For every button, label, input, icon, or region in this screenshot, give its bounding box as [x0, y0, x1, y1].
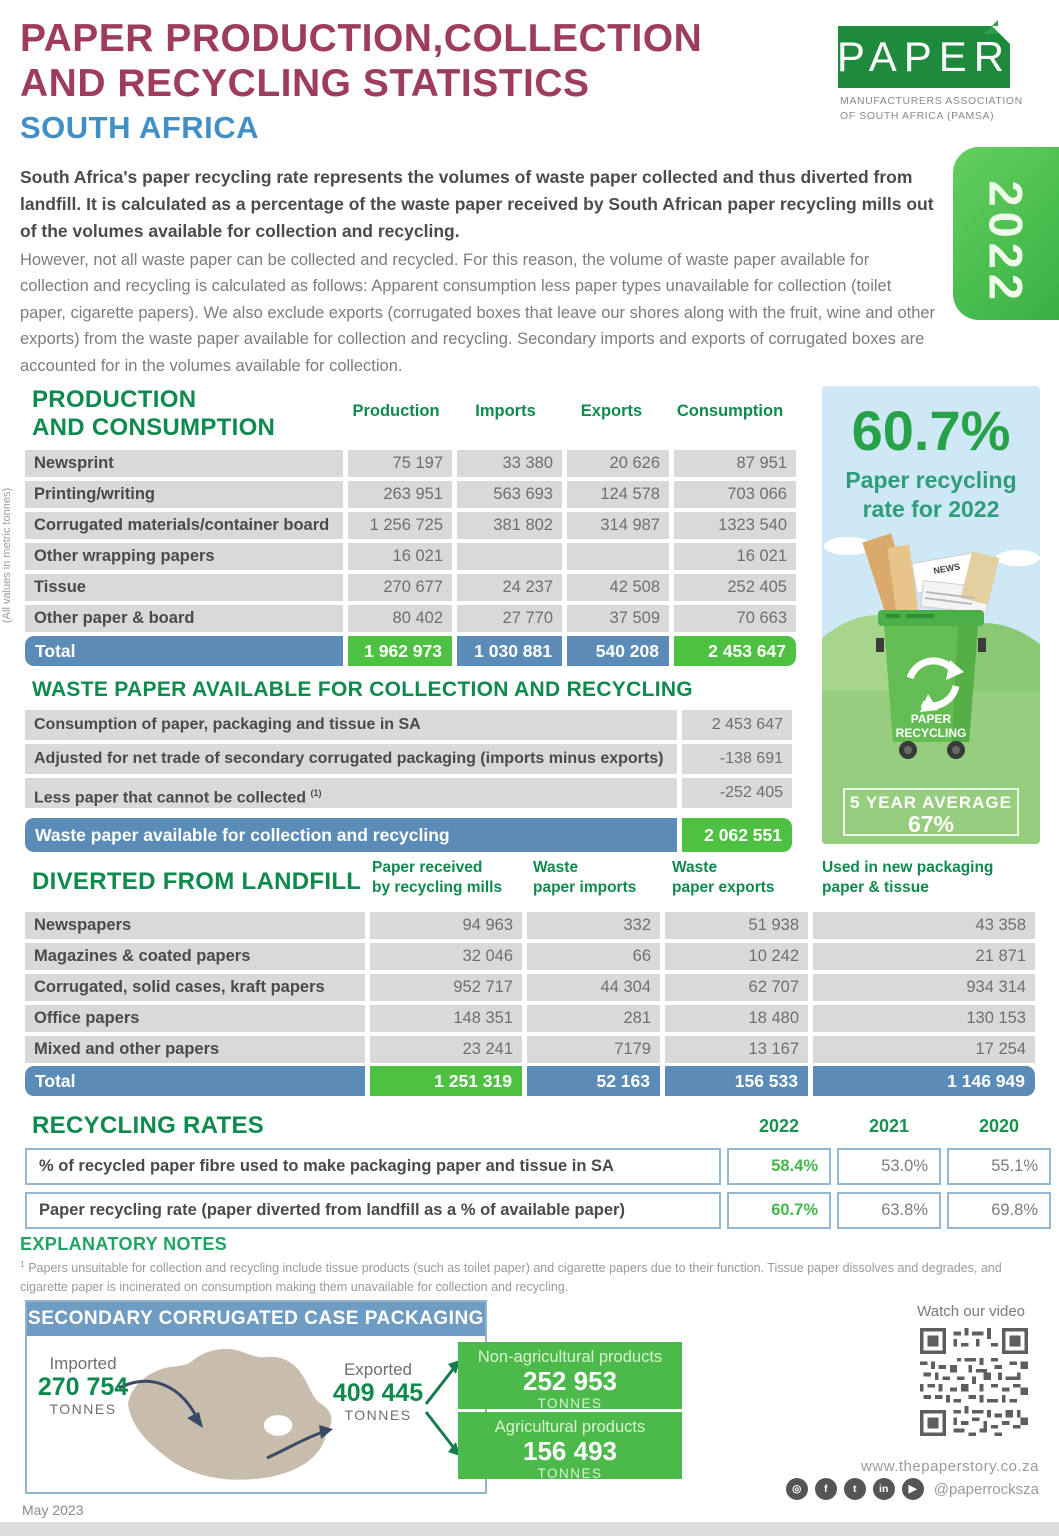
exported-value: 409 445	[332, 1378, 424, 1407]
table-row-label: Newspapers	[25, 912, 365, 939]
table-row-label: Other wrapping papers	[25, 543, 343, 570]
col-header-used-new	[822, 858, 993, 898]
year-badge	[953, 147, 1059, 320]
twitter-icon[interactable]: t	[844, 1478, 866, 1500]
page-title-line1: PAPER PRODUCTION,COLLECTION	[20, 17, 703, 60]
non-agricultural-box	[458, 1342, 682, 1409]
agricultural-label: Agricultural products	[494, 1418, 646, 1436]
intro-body-paragraph: However, not all waste paper can be collected and recycled. For this reason, the volume of waste paper available for collection and recycling is calculated as follows: Apparent consumption less paper types unavailable for collection (toilet paper, cigarette papers). We also exclude exports (corrugated boxes that leave our shores along with the fruit, wine and other exports) from the waste paper available for collection and recycling. Secondary imports and exports of corrugated boxes are accounted for in the volumes available for collection.	[20, 251, 936, 375]
five-year-average-value: 67%	[907, 811, 955, 837]
page-bottom-strip	[0, 1522, 1059, 1536]
table-cell	[567, 543, 669, 570]
rate-value-2020: 55.1%	[947, 1148, 1051, 1185]
metric-tonnes-note: (All values in metric tonnes)	[1, 487, 13, 624]
col-header-line: paper & tissue	[822, 878, 929, 896]
rate-value-2022: 58.4%	[727, 1148, 831, 1185]
non-agricultural-label: Non-agricultural products	[477, 1348, 663, 1366]
bin-label-line1: PAPER	[910, 712, 952, 726]
diverted-total-row	[25, 1066, 1035, 1096]
total-cell: 1 962 973	[348, 636, 452, 666]
agricultural-box	[458, 1412, 682, 1479]
five-year-average-label: 5 YEAR AVERAGE	[849, 793, 1012, 812]
waste-table	[25, 710, 792, 808]
imported-label: Imported	[49, 1354, 117, 1373]
page-title	[20, 16, 702, 106]
table-cell: 381 802	[457, 512, 562, 539]
footnote-marker: 1	[20, 1259, 25, 1269]
table-cell: 263 951	[348, 481, 452, 508]
total-cell: 1 251 319	[370, 1066, 522, 1096]
table-cell: 130 153	[813, 1005, 1035, 1032]
col-header-production: Production	[352, 402, 440, 420]
logo-fold-cut-icon	[992, 26, 1012, 46]
waste-total-row	[25, 818, 792, 852]
table-cell: -138 691	[682, 744, 792, 774]
imported-block	[35, 1354, 131, 1417]
table-cell: 43 358	[813, 912, 1035, 939]
footnote-marker: (1)	[310, 788, 322, 798]
total-cell: 2 453 647	[674, 636, 796, 666]
social-links-row	[786, 1478, 1039, 1500]
production-table	[25, 450, 796, 632]
bin-label-line2: RECYCLING	[895, 726, 967, 740]
recycling-rate-label-line2: rate for 2022	[862, 495, 1000, 522]
rates-row	[25, 1148, 1051, 1185]
notes-title: EXPLANATORY NOTES	[20, 1234, 228, 1254]
exported-block	[325, 1360, 431, 1423]
notes-body: Papers unsuitable for collection and recycling include tissue products (such as toilet paper) and cigarette papers due to their function. Tissue paper dissolves and degrades, and cigarette paper is incinerated on consumption making them unavailable for collection and recycling.	[20, 1261, 1002, 1294]
diverted-table	[25, 912, 1035, 1063]
table-cell: 270 677	[348, 574, 452, 601]
table-row-label: Printing/writing	[25, 481, 343, 508]
rate-value-2020: 69.8%	[947, 1192, 1051, 1229]
table-cell: 62 707	[665, 974, 808, 1001]
rates-row	[25, 1192, 1051, 1229]
table-row-label: Corrugated materials/container board	[25, 512, 343, 539]
col-header-line: paper imports	[533, 878, 637, 896]
table-cell: 27 770	[457, 605, 562, 632]
recycling-rate-label	[822, 466, 1040, 524]
youtube-icon[interactable]: ▶	[902, 1478, 924, 1500]
packaging-box	[25, 1300, 487, 1494]
total-label: Total	[25, 636, 343, 666]
waste-section-title: WASTE PAPER AVAILABLE FOR COLLECTION AND RECYCLING	[32, 678, 693, 701]
agricultural-value: 156 493	[523, 1436, 617, 1466]
table-cell: 66	[527, 943, 660, 970]
linkedin-icon[interactable]: in	[873, 1478, 895, 1500]
table-cell: 314 987	[567, 512, 669, 539]
exported-unit: TONNES	[344, 1407, 412, 1424]
col-header-received	[372, 858, 502, 898]
pamsa-logo-text: PAPER	[836, 33, 1012, 80]
col-header-line: paper exports	[672, 878, 775, 896]
non-agricultural-unit: TONNES	[537, 1395, 603, 1411]
total-cell: 2 062 551	[682, 818, 792, 852]
col-header-consumption: Consumption	[676, 402, 784, 420]
table-row-label	[25, 710, 677, 740]
pamsa-logo-subtitle	[840, 94, 1023, 124]
table-cell: 80 402	[348, 605, 452, 632]
table-cell: 16 021	[348, 543, 452, 570]
recycling-rate-label-line1: Paper recycling	[845, 467, 1017, 493]
table-cell: 1 256 725	[348, 512, 452, 539]
table-cell: -252 405	[682, 778, 792, 808]
total-cell: 156 533	[665, 1066, 808, 1096]
table-row-label	[25, 744, 677, 774]
watch-our-video-label: Watch our video	[917, 1303, 1025, 1320]
table-cell	[457, 543, 562, 570]
rates-section-title: RECYCLING RATES	[32, 1112, 265, 1139]
year-header-2020: 2020	[978, 1116, 1020, 1136]
imported-unit: TONNES	[49, 1401, 117, 1418]
waste-row-label: Less paper that cannot be collected	[34, 789, 307, 807]
table-cell: 703 066	[674, 481, 796, 508]
table-cell: 10 242	[665, 943, 808, 970]
table-cell: 332	[527, 912, 660, 939]
five-year-average-box	[843, 788, 1019, 836]
table-row-label: Other paper & board	[25, 605, 343, 632]
table-cell: 21 871	[813, 943, 1035, 970]
table-cell: 75 197	[348, 450, 452, 477]
intro-bold-paragraph: South Africa's paper recycling rate represents the volumes of waste paper collected and thus diverted from landfill. It is calculated as a percentage of the waste paper received by South African paper recycling mills out of the volumes available for collection and recycling.	[20, 167, 934, 242]
website-link[interactable]: www.thepaperstory.co.za	[861, 1458, 1039, 1475]
waste-row-label: Consumption of paper, packaging and tissue in SA	[34, 716, 421, 733]
facebook-icon[interactable]: f	[815, 1478, 837, 1500]
table-cell: 87 951	[674, 450, 796, 477]
table-cell: 37 509	[567, 605, 669, 632]
col-header-line: Used in new packaging	[822, 859, 994, 876]
table-cell: 18 480	[665, 1005, 808, 1032]
table-cell: 1323 540	[674, 512, 796, 539]
table-cell: 32 046	[370, 943, 522, 970]
total-cell: 540 208	[567, 636, 669, 666]
rate-value-2021: 53.0%	[837, 1148, 941, 1185]
table-cell: 2 453 647	[682, 710, 792, 740]
diverted-section-title: DIVERTED FROM LANDFILL	[32, 868, 362, 895]
table-cell: 44 304	[527, 974, 660, 1001]
table-cell: 7179	[527, 1036, 660, 1063]
page-subtitle: SOUTH AFRICA	[20, 110, 260, 145]
instagram-icon[interactable]: ◎	[786, 1478, 808, 1500]
production-section-title	[32, 386, 275, 441]
year-header-2021: 2021	[868, 1116, 910, 1136]
table-cell: 563 693	[457, 481, 562, 508]
total-label: Waste paper available for collection and recycling	[25, 818, 677, 852]
table-row-label: Office papers	[25, 1005, 365, 1032]
table-cell: 42 508	[567, 574, 669, 601]
col-header-line: Waste	[672, 859, 718, 876]
table-row-label	[25, 778, 677, 808]
cloud-icon	[996, 550, 1040, 566]
production-title-line2: AND CONSUMPTION	[32, 413, 276, 441]
col-header-line: Waste	[533, 859, 579, 876]
table-cell: 934 314	[813, 974, 1035, 1001]
imported-value: 270 754	[37, 1372, 129, 1401]
table-cell: 148 351	[370, 1005, 522, 1032]
total-cell: 52 163	[527, 1066, 660, 1096]
table-cell: 952 717	[370, 974, 522, 1001]
table-cell: 70 663	[674, 605, 796, 632]
table-row-label: Mixed and other papers	[25, 1036, 365, 1063]
total-cell: 1 146 949	[813, 1066, 1035, 1096]
non-agricultural-value: 252 953	[523, 1366, 617, 1396]
agricultural-unit: TONNES	[537, 1465, 603, 1481]
table-cell: 24 237	[457, 574, 562, 601]
table-cell: 13 167	[665, 1036, 808, 1063]
production-total-row	[25, 636, 796, 666]
table-cell: 281	[527, 1005, 660, 1032]
rate-value-2022: 60.7%	[727, 1192, 831, 1229]
waste-row-label: Adjusted for net trade of secondary corrugated packaging (imports minus exports)	[34, 750, 664, 767]
table-row-label: Newsprint	[25, 450, 343, 477]
south-africa-shape	[128, 1349, 332, 1480]
table-cell: 124 578	[567, 481, 669, 508]
col-header-line: by recycling mills	[372, 878, 503, 896]
lesotho-cutout	[264, 1415, 293, 1436]
table-cell: 51 938	[665, 912, 808, 939]
qr-code[interactable]	[920, 1328, 1028, 1436]
rate-value-2021: 63.8%	[837, 1192, 941, 1229]
exported-label: Exported	[343, 1360, 413, 1379]
social-handle[interactable]: @paperrocksza	[933, 1480, 1039, 1498]
year-header-2022: 2022	[758, 1116, 800, 1136]
pamsa-logo-subtitle-line2: OF SOUTH AFRICA (PAMSA)	[840, 110, 995, 123]
packaging-box-title: SECONDARY CORRUGATED CASE PACKAGING	[27, 1302, 485, 1336]
table-cell: 23 241	[370, 1036, 522, 1063]
col-header-waste-imports	[533, 858, 636, 898]
recycling-rate-panel	[822, 386, 1040, 844]
table-cell: 17 254	[813, 1036, 1035, 1063]
total-cell: 1 030 881	[457, 636, 562, 666]
table-cell: 252 405	[674, 574, 796, 601]
table-cell: 20 626	[567, 450, 669, 477]
col-header-line: Paper received	[372, 859, 483, 876]
pamsa-logo	[838, 26, 1010, 88]
page-title-line2: AND RECYCLING STATISTICS	[20, 62, 590, 106]
table-cell: 16 021	[674, 543, 796, 570]
publication-date: May 2023	[22, 1502, 84, 1518]
table-row-label: Tissue	[25, 574, 343, 601]
notes-text	[20, 1258, 1042, 1297]
rate-row-label: Paper recycling rate (paper diverted from landfill as a % of available paper)	[25, 1192, 721, 1229]
recycling-rate-value: 60.7%	[851, 399, 1011, 462]
news-label: NEWS	[932, 561, 961, 576]
table-cell: 94 963	[370, 912, 522, 939]
col-header-exports: Exports	[580, 402, 643, 420]
pamsa-logo-subtitle-line1: MANUFACTURERS ASSOCIATION	[840, 95, 1023, 107]
total-label: Total	[25, 1066, 365, 1096]
col-header-waste-exports	[672, 858, 775, 898]
production-title-line1: PRODUCTION	[32, 386, 197, 413]
rate-row-label: % of recycled paper fibre used to make packaging paper and tissue in SA	[25, 1148, 721, 1185]
table-cell: 33 380	[457, 450, 562, 477]
year-badge-text: 2022	[979, 180, 1033, 306]
table-row-label: Corrugated, solid cases, kraft papers	[25, 974, 365, 1001]
table-row-label: Magazines & coated papers	[25, 943, 365, 970]
col-header-imports: Imports	[475, 402, 536, 420]
